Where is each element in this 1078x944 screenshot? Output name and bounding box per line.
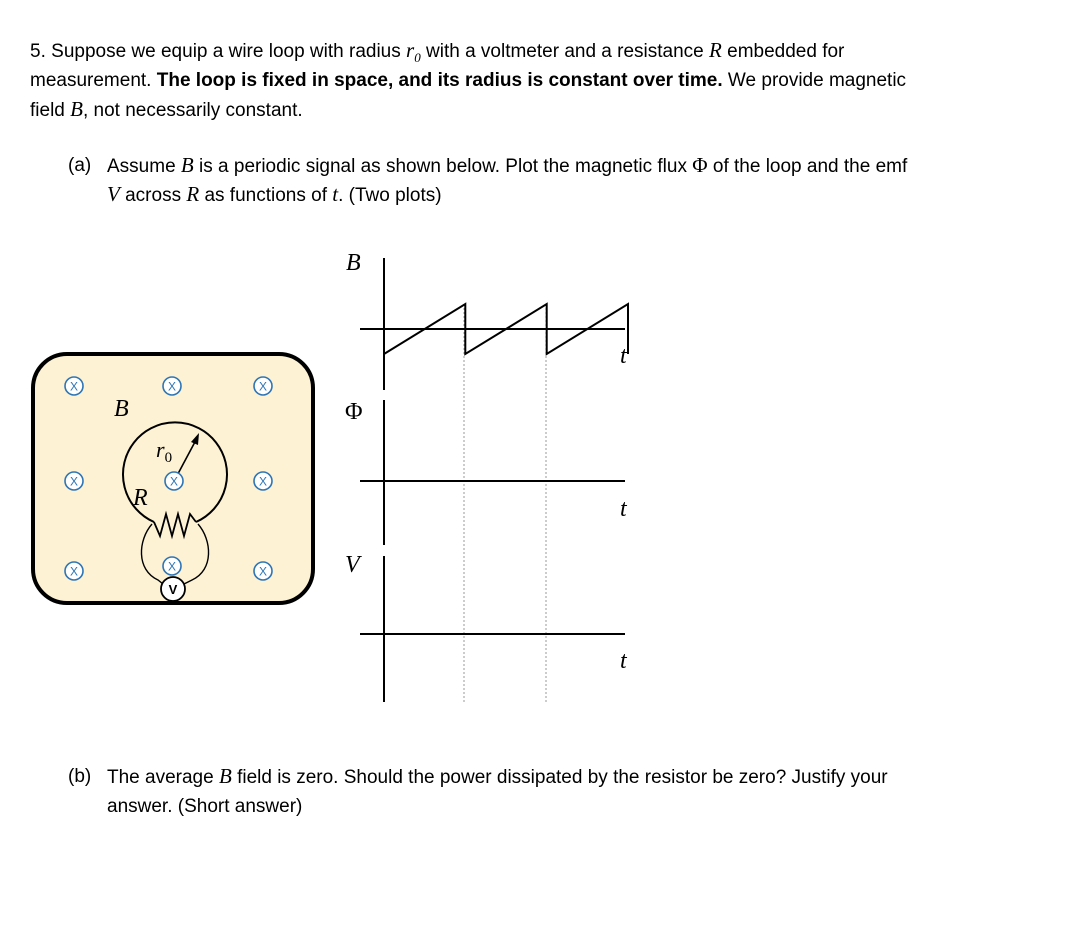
part-b-line-1: The average B field is zero. Should the power dissipated by the resistor be zero? Justify your [107, 764, 888, 788]
field-marker [165, 472, 183, 490]
loop-diagram [33, 354, 313, 603]
plots [345, 250, 628, 702]
problem-text: Suppose we equip a wire loop with radius [51, 41, 407, 62]
b-plot-t-label: t [620, 343, 627, 369]
resistor-label: R [133, 485, 148, 511]
svg-text:X: X [69, 474, 79, 489]
problem-line-1: 5. Suppose we equip a wire loop with radius $r_0$ with a voltmeter and a resistance R embedded for [30, 38, 845, 66]
field-marker [65, 472, 83, 490]
svg-text:X: X [167, 559, 177, 574]
radius-symbol: $r_0$ [406, 38, 421, 66]
field-marker [254, 377, 272, 395]
emphasis-text: The loop is fixed in space, and its radius is constant over time. [156, 70, 723, 91]
part-a-line-1: Assume B is a periodic signal as shown below. Plot the magnetic flux Φ of the loop and the emf [107, 153, 908, 177]
problem-line-3: field B, not necessarily constant. [30, 97, 303, 121]
v-plot-t-label: t [620, 648, 627, 674]
part-b-label: (b) [68, 766, 92, 787]
field-marker [163, 377, 181, 395]
phi-plot-t-label: t [620, 496, 627, 522]
part-b-line-2: answer. (Short answer) [107, 796, 303, 817]
b-plot-label: B [346, 250, 361, 276]
part-a-label: (a) [68, 155, 92, 176]
field-marker [65, 562, 83, 580]
field-symbol: B [70, 97, 83, 121]
problem-line-2: measurement. The loop is fixed in space, and its radius is constant over time. We provide magnetic [30, 70, 907, 91]
svg-text:V: V [168, 582, 178, 597]
svg-text:X: X [167, 379, 177, 394]
problem-number: 5. [30, 41, 46, 62]
field-marker [163, 557, 181, 575]
field-marker [254, 472, 272, 490]
svg-text:X: X [69, 564, 79, 579]
resistance-symbol: R [709, 38, 722, 62]
svg-text:X: X [69, 379, 79, 394]
svg-text:X: X [169, 474, 179, 489]
svg-text:X: X [258, 564, 268, 579]
phi-plot-label: Φ [345, 399, 363, 425]
field-label: B [114, 396, 129, 422]
radius-label: $r_0$ [156, 437, 173, 466]
v-plot-label: V [345, 552, 360, 578]
field-marker [65, 377, 83, 395]
part-a-line-2: V across R as functions of t. (Two plots) [107, 182, 442, 206]
svg-text:X: X [258, 379, 268, 394]
field-marker [254, 562, 272, 580]
svg-text:X: X [258, 474, 268, 489]
voltmeter [161, 577, 185, 601]
